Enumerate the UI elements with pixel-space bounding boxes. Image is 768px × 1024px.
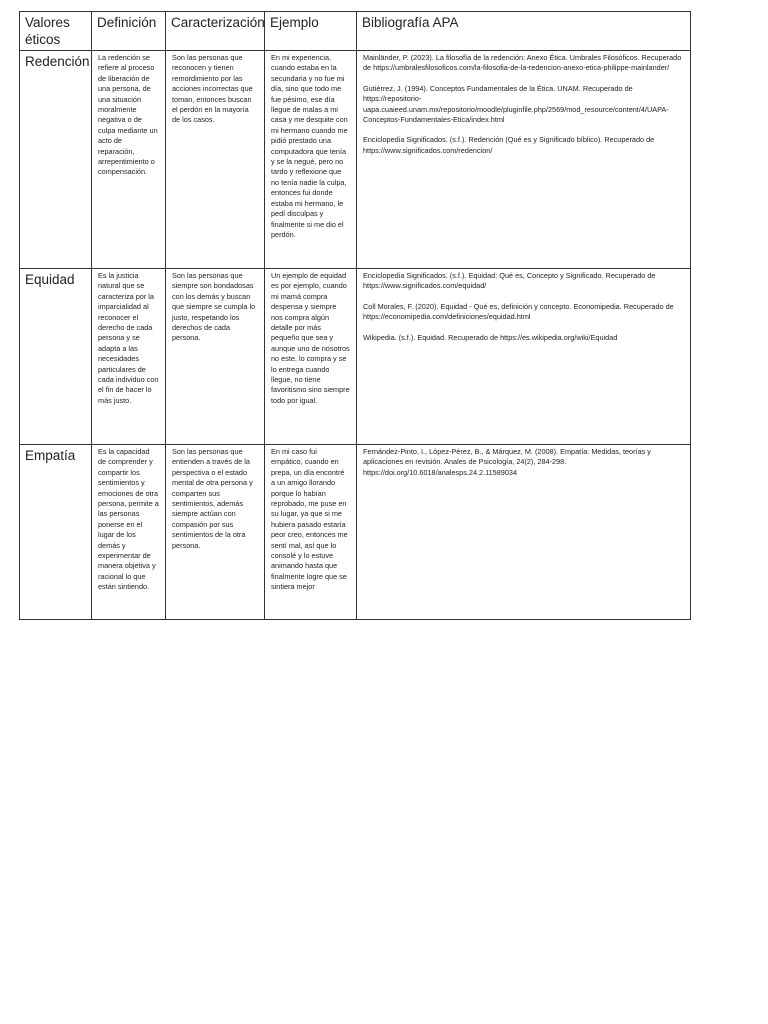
header-row [20,12,691,51]
header-values: Valores éticos [20,12,92,51]
definition-cell: Es la justicia natural que se caracteriza por la imparcialidad al reconocer el derecho de cada persona y se adapta a las necesidades particulares de cada individuo con el fin de hacer lo más justo. [92,269,166,445]
ethics-table [19,11,691,620]
bibliography-cell [357,51,691,269]
table-row-equidad [20,269,691,445]
example-cell: Un ejemplo de equidad es por ejemplo, cuando mi mamá compra despensa y siempre nos compra algún detalle por más pequeño que sea y aunque uno de nosotros no este, lo compra y se lo entrega cuando llegue, no tiene favoritismo sino siempre todo por igual. [265,269,357,445]
reference: Coll Morales, F. (2020). Equidad - Qué es, definición y concepto. Economipedia. Recuperado de https://economipedia.com/definiciones/equidad.html [363,301,674,322]
reference: Enciclopedia Significados. (s.f.). Redención (Qué es y Significado bíblico). Recuperado de https://www.significados.com/redencion/ [363,135,655,155]
header-characterization: Caracterización [166,12,265,51]
header-example: Ejemplo [265,12,357,51]
reference: Fernández-Pinto, I., López-Pérez, B., & Márquez, M. (2008). Empatía: Medidas, teorías y aplicaciones en revisión. Anales de Psicología, 24(2), 284-298. https://doi.org/10.6018/analesps.24.2.11589034 [363,447,651,477]
characterization-cell: Son las personas que entienden a través de la perspectiva o el estado mental de otra persona y comparten sus sentimientos, además siempre actúan con compasión por sus sentimientos de la otra persona. [166,445,265,620]
table-row-empatia [20,445,691,620]
characterization-cell: Son las personas que reconocen y tienen remordimiento por las acciones incorrectas que toman, entonces buscan el perdón en la mayoría de los casos. [166,51,265,269]
definition-cell: La redención se refiere al proceso de liberación de una persona, de una situación moralmente negativa o de culpa mediante un acto de reparación, arrepentimiento o compensación. [92,51,166,269]
reference: Wikipedia. (s.f.). Equidad. Recuperado de https://es.wikipedia.org/wiki/Equidad [363,332,618,342]
header-definition: Definición [92,12,166,51]
reference: Gutiérrez, J. (1994). Conceptos Fundamentales de la Ética. UNAM. Recuperado de https://repositorio-uapa.cuaieed.unam.mx/repositorio/moodle/pluginfile.php/2569/mod_resource/content/4/UAPA-Conceptos-Fundamentales-Etica/index.html [363,83,669,125]
bibliography-cell [357,445,691,620]
definition-cell: Es la capacidad de comprender y compartir los sentimientos y emociones de otra persona, permite a las personas ponerse en el lugar de los demás y experimentar de manera objetiva y racional lo que están sintiendo. [92,445,166,620]
table-row-redencion [20,51,691,269]
characterization-cell: Son las personas que siempre son bondadosas con los demás y buscan que siempre se cumpla lo justo, respetando los derechos de cada persona. [166,269,265,445]
value-name: Empatía [20,445,92,620]
example-cell: En mi caso fui empático, cuando en prepa, un día encontré a un amigo llorando porque lo habían reprobado, me puse en su lugar, ya que si me hubiera pasado estaría peor creo, entonces me sentí mal, así que lo consolé y lo estuve animando hasta que finalmente logre que se sintiera mejor [265,445,357,620]
example-cell: En mi experiencia, cuando estaba en la secundaria y no fue mi día, sino que todo me fue pésimo, ese día llegue de malas a mi casa y me desquite con mi hermano cuando me pidió prestado una computadora que tenía y se la negué, pero no tardo y reflexione que no tenía nadie la culpa, entonces fui donde estaba mi hermano, le pedí disculpas y finalmente si me dio el perdón. [265,51,357,269]
reference: Mainländer, P. (2023). La filosofía de la redención: Anexo Ética. Umbrales Filosóficos. Recuperado de https://umbralesfilosoficos.com/la-filosofia-de-la-redencion-anexo-etica-philippe-mainlander/ [363,53,682,73]
bibliography-cell [357,269,691,445]
header-bibliography: Bibliografía APA [357,12,691,51]
reference: Enciclopedia Significados. (s.f.). Equidad: Qué es, Concepto y Significado. Recuperado de https://www.significados.com/equidad/ [363,271,656,291]
value-name: Redención [20,51,92,269]
value-name: Equidad [20,269,92,445]
